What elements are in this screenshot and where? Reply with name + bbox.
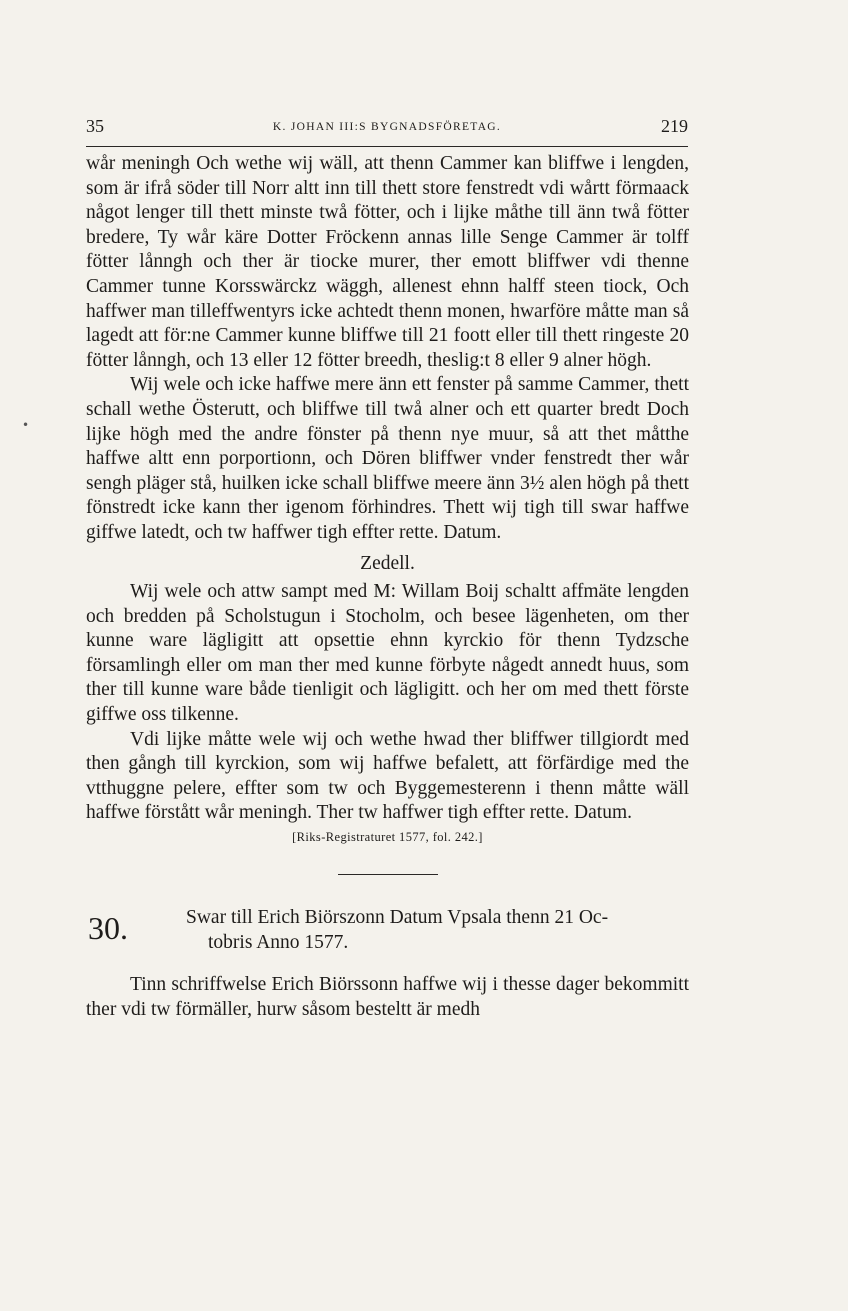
entry-body: Tinn schriffwelse Erich Biörssonn haffwe wij i thesse dager bekommitt ther vdi tw förmäller, hurw såsom besteltt är medh (86, 974, 689, 1020)
header-rule (86, 146, 688, 147)
page-number: 219 (661, 116, 688, 136)
paragraph: Wij wele och icke haffwe mere änn ett fenster på samme Cammer, thett schall wethe Österutt, och bliffwe till twå alner och ett quarter bredt Doch lijke högh med the andre fönster på thenn nye muur, så att thet måtthe haffwe altt enn porportionn, och Dören bliffwer vnder fenstredt ther wår sengh pläger stå, huilken icke schall bliffwe meere änn 3½ alen högh på thett fönstredt icke kann ther igenom förhindres. Thett wij tigh till swar haffwe giffwe latedt, och tw haffwer tigh effter rette. Datum. (86, 374, 689, 543)
zedell-heading: Zedell. (360, 552, 415, 574)
page-body (86, 152, 689, 1022)
running-header (86, 116, 688, 140)
entry-number: 30. (88, 910, 128, 947)
paragraph-continued: wår meningh Och wethe wij wäll, att thenn Cammer kan bliffwe i lengden, som är ifrå söder till Norr altt inn till thett store fenstredt vdi wårtt förmaack något lenger till thett minste twå fötter, och i lijke måthe till änn twå fötter bredere, Ty wår käre Dotter Fröckenn annas lille Senge Cammer är tolff fötter lånngh och ther är tiocke murer, ther emott bliffwer vdi thenne Cammer tunne Korsswärckz wäggh, allenest ehnn halff steen tiock, Och haffwer man tilleffwentyrs icke achtedt thenn monen, hwarföre måtte man så lagedt att för:ne Cammer kunne bliffwe till 21 foott eller till thett ringeste 20 fötter lånngh, och 13 eller 12 fötter breedh, theslig:t 8 eller 9 alner högh. (86, 153, 689, 371)
section-separator (338, 874, 438, 875)
zedell-paragraph: Wij wele och attw sampt med M: Willam Boij schaltt affmäte lengden och bredden på Scholstugun i Stocholm, och besee lägenheten, om ther kunne ware lägligitt att opsettie ehnn kyrckio för thenn Tydzsche församlingh eller om man ther med kunne förbyte någedt annedt huus, som ther till kunne ware både tienligit och lägligitt. och her om med thett förste giffwe oss tilkenne. (86, 581, 689, 726)
header-left-number: 35 (86, 116, 104, 136)
entry-heading (86, 905, 689, 959)
running-title: K. JOHAN III:S BYGNADSFÖRETAG. (272, 121, 502, 133)
source-citation: [Riks-Registraturet 1577, fol. 242.] (292, 830, 483, 845)
entry-title-line2: tobris Anno 1577. (208, 932, 349, 954)
margin-dot: • (22, 418, 30, 432)
zedell-paragraph: Vdi lijke måtte wele wij och wethe hwad ther bliffwer tillgiordt med then gångh till kyrckion, som wij haffwe befalett, att förfärdige med the vtthuggne pelere, effter som tw och Byggemesterenn i thenn måtte wäll haffwe förstått wår meningh. Ther tw haffwer tigh effter rette. Datum. (86, 728, 689, 824)
entry-title (186, 905, 689, 955)
entry-title-line1: Swar till Erich Biörszonn Datum Vpsala thenn 21 Oc- (186, 907, 609, 929)
